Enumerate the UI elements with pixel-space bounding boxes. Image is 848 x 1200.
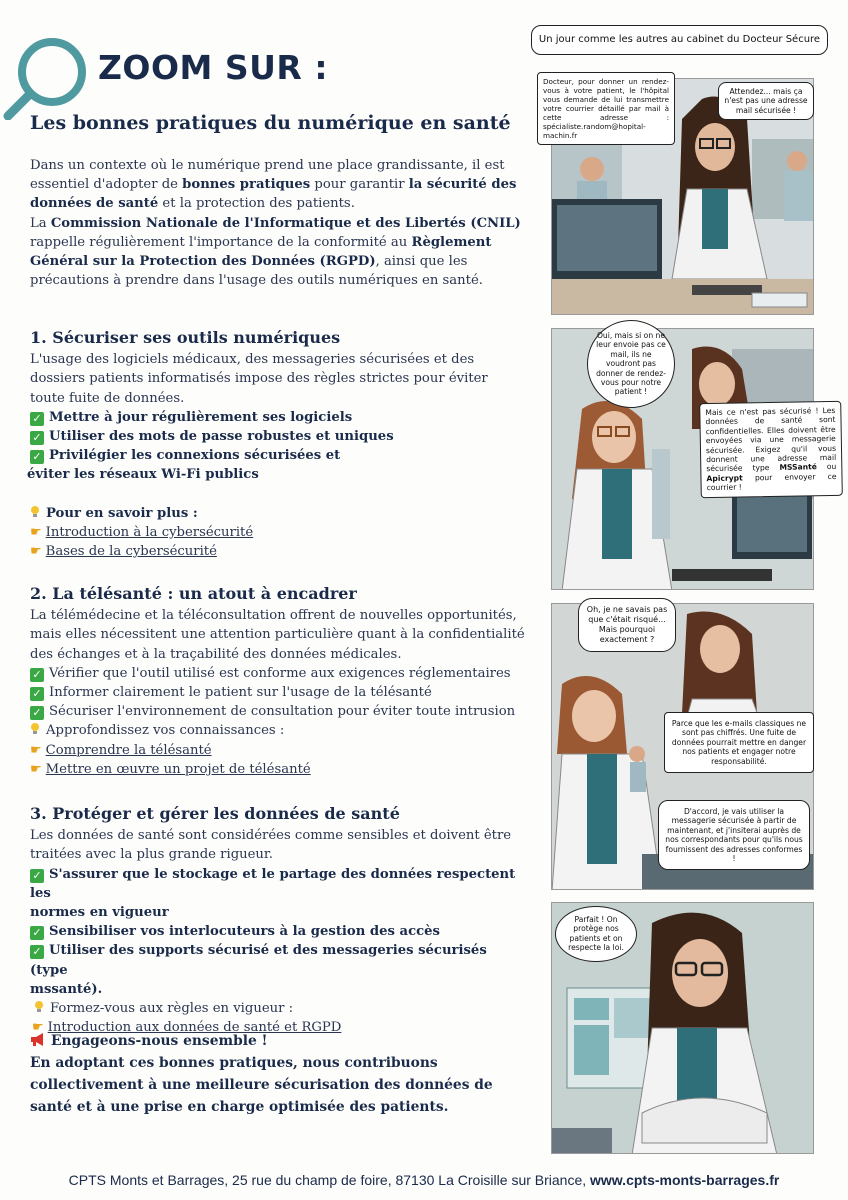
speech-bubble: Oui, mais si on ne leur envoie pas ce mail, ils ne voudront pas donner de rendez-vous pour notre patient !: [587, 320, 675, 408]
checklist-item: ✓ S'assurer que le stockage et le partage des données respectent les: [30, 866, 516, 901]
speech-bubble: D'accord, je vais utiliser la messagerie sécurisée à partir de maintenant, et j'insiterai auprès de nos correspondants pour qu'ils nous fournissent des adresses conformes !: [658, 800, 810, 870]
page-subtitle: Les bonnes pratiques du numérique en santé: [30, 112, 511, 134]
page-title: ZOOM SUR :: [98, 48, 329, 87]
checklist-item: ✓ Utiliser des supports sécurisé et des messageries sécurisés (type: [30, 943, 487, 978]
intro-paragraph-2: La Commission Nationale de l'Informatique et des Libertés (CNIL) rappelle régulièrement l'importance de la conformité au Règlement Général sur la Protection des Données (RGPD), ainsi que les précautions à prendre dans l'usage des outils numériques en santé.: [30, 215, 521, 289]
pointing-hand-icon: ☛: [30, 742, 42, 758]
checklist-item: ✓ Informer clairement le patient sur l'usage de la télésanté: [30, 683, 525, 702]
shout-bubble: Mais ce n'est pas sécurisé ! Les données de santé sont confidentielles. Elles doivent être envoyées via une messagerie sécurisée. Exigez qu'il vous donnent une adresse mail sécurisée type MSSanté ou Apicrypt pour envoyer ce courrier !: [699, 401, 843, 498]
checkmark-icon: ✓: [30, 869, 44, 883]
pointing-hand-icon: ☛: [32, 1020, 44, 1036]
lightbulb-icon: [34, 1000, 44, 1013]
pointing-hand-icon: ☛: [30, 524, 42, 540]
closing-text: En adoptant ces bonnes pratiques, nous contribuons collectivement à une meilleure sécurisation des données de santé et à une prise en charge optimisée des patients.: [30, 1055, 493, 1115]
resource-link[interactable]: ☛ Introduction aux données de santé et RGPD: [32, 1018, 525, 1037]
section-secure-tools: [27, 328, 525, 561]
resource-link[interactable]: ☛ Introduction à la cybersécurité: [30, 523, 525, 542]
pointing-hand-icon: ☛: [30, 761, 42, 777]
section-text: Les données de santé sont considérées comme sensibles et doivent être traitées avec la plus grande rigueur.: [30, 828, 512, 863]
checklist-item: ✓ Mettre à jour régulièrement ses logiciels: [30, 408, 525, 427]
section-text: La télémédecine et la téléconsultation offrent de nouvelles opportunités, mais elles nécessitent une attention particulière quant à la confidentialité des échanges et à la traçabilité des données médicales.: [30, 608, 525, 662]
more-info-label: Approfondissez vos connaissances :: [30, 721, 525, 740]
megaphone-icon: [30, 1033, 46, 1046]
comic-caption: Un jour comme les autres au cabinet du Docteur Sécure: [531, 25, 828, 55]
lightbulb-icon: [30, 722, 40, 735]
speech-bubble: Docteur, pour donner un rendez-vous à votre patient, le l'hôpital vous demande de lui transmettre votre courrier détaillé par mail à cette adresse : spécialiste.random@hopital-machin.fr: [537, 72, 675, 145]
more-info-label: Formez-vous aux règles en vigueur :: [34, 999, 525, 1018]
resource-link[interactable]: ☛ Comprendre la télésanté: [30, 741, 525, 760]
speech-bubble: Parce que les e-mails classiques ne sont pas chiffrés. Une fuite de données pourrait mettre en danger nos patients et engager notre responsabilité.: [664, 712, 814, 773]
section-health-data: [30, 804, 525, 1037]
speech-bubble: Oh, je ne savais pas que c'était risqué... Mais pourquoi exactement ?: [578, 598, 676, 652]
checkmark-icon: ✓: [30, 687, 44, 701]
resource-link[interactable]: ☛ Mettre en œuvre un projet de télésanté: [30, 760, 525, 779]
checklist-item-continued: éviter les réseaux Wi-Fi publics: [27, 467, 259, 483]
checkmark-icon: ✓: [30, 945, 44, 959]
checklist-item-continued: normes en vigueur: [30, 905, 169, 921]
checkmark-icon: ✓: [30, 412, 44, 426]
footer-address: CPTS Monts et Barrages, 25 rue du champ de foire, 87130 La Croisille sur Briance,: [68, 1172, 591, 1188]
more-info-label: Pour en savoir plus :: [30, 504, 525, 523]
resource-link[interactable]: ☛ Bases de la cybersécurité: [30, 542, 525, 561]
checklist-item: ✓ Privilégier les connexions sécurisées et: [30, 446, 525, 465]
checklist-item: ✓ Utiliser des mots de passe robustes et uniques: [30, 427, 525, 446]
section-title: 1. Sécuriser ses outils numériques: [30, 328, 341, 347]
intro-paragraph-1: Dans un contexte où le numérique prend une place grandissante, il est essentiel d'adopter de bonnes pratiques pour garantir la sécurité des données de santé et la protection des patients.: [30, 158, 517, 212]
checkmark-icon: ✓: [30, 450, 44, 464]
checkmark-icon: ✓: [30, 926, 44, 940]
checklist-item: ✓ Sécuriser l'environnement de consultation pour éviter toute intrusion: [30, 702, 525, 721]
section-title: 3. Protéger et gérer les données de santé: [30, 804, 400, 823]
closing-title: Engageons-nous ensemble !: [30, 1030, 525, 1052]
checkmark-icon: ✓: [30, 668, 44, 682]
intro: [30, 156, 525, 290]
closing-statement: [30, 1030, 525, 1118]
lightbulb-icon: [30, 505, 40, 518]
checklist-item-continued: mssanté).: [30, 981, 103, 997]
section-telehealth: [30, 584, 525, 779]
footer: [0, 1172, 848, 1188]
magnifier-icon: [2, 30, 92, 120]
checklist-item: ✓ Sensibiliser vos interlocuteurs à la gestion des accès: [30, 922, 525, 941]
footer-website[interactable]: www.cpts-monts-barrages.fr: [590, 1172, 780, 1188]
speech-bubble: Attendez... mais ça n'est pas une adresse mail sécurisée !: [718, 82, 814, 120]
section-title: 2. La télésanté : un atout à encadrer: [30, 584, 357, 603]
speech-bubble: Parfait ! On protège nos patients et on respecte la loi.: [555, 906, 637, 962]
checkmark-icon: ✓: [30, 706, 44, 720]
checklist-item: ✓ Vérifier que l'outil utilisé est conforme aux exigences réglementaires: [30, 664, 525, 683]
section-text: L'usage des logiciels médicaux, des messageries sécurisées et des dossiers patients informatisés impose des règles strictes pour éviter toute fuite de données.: [30, 352, 488, 406]
checkmark-icon: ✓: [30, 431, 44, 445]
pointing-hand-icon: ☛: [30, 544, 42, 560]
